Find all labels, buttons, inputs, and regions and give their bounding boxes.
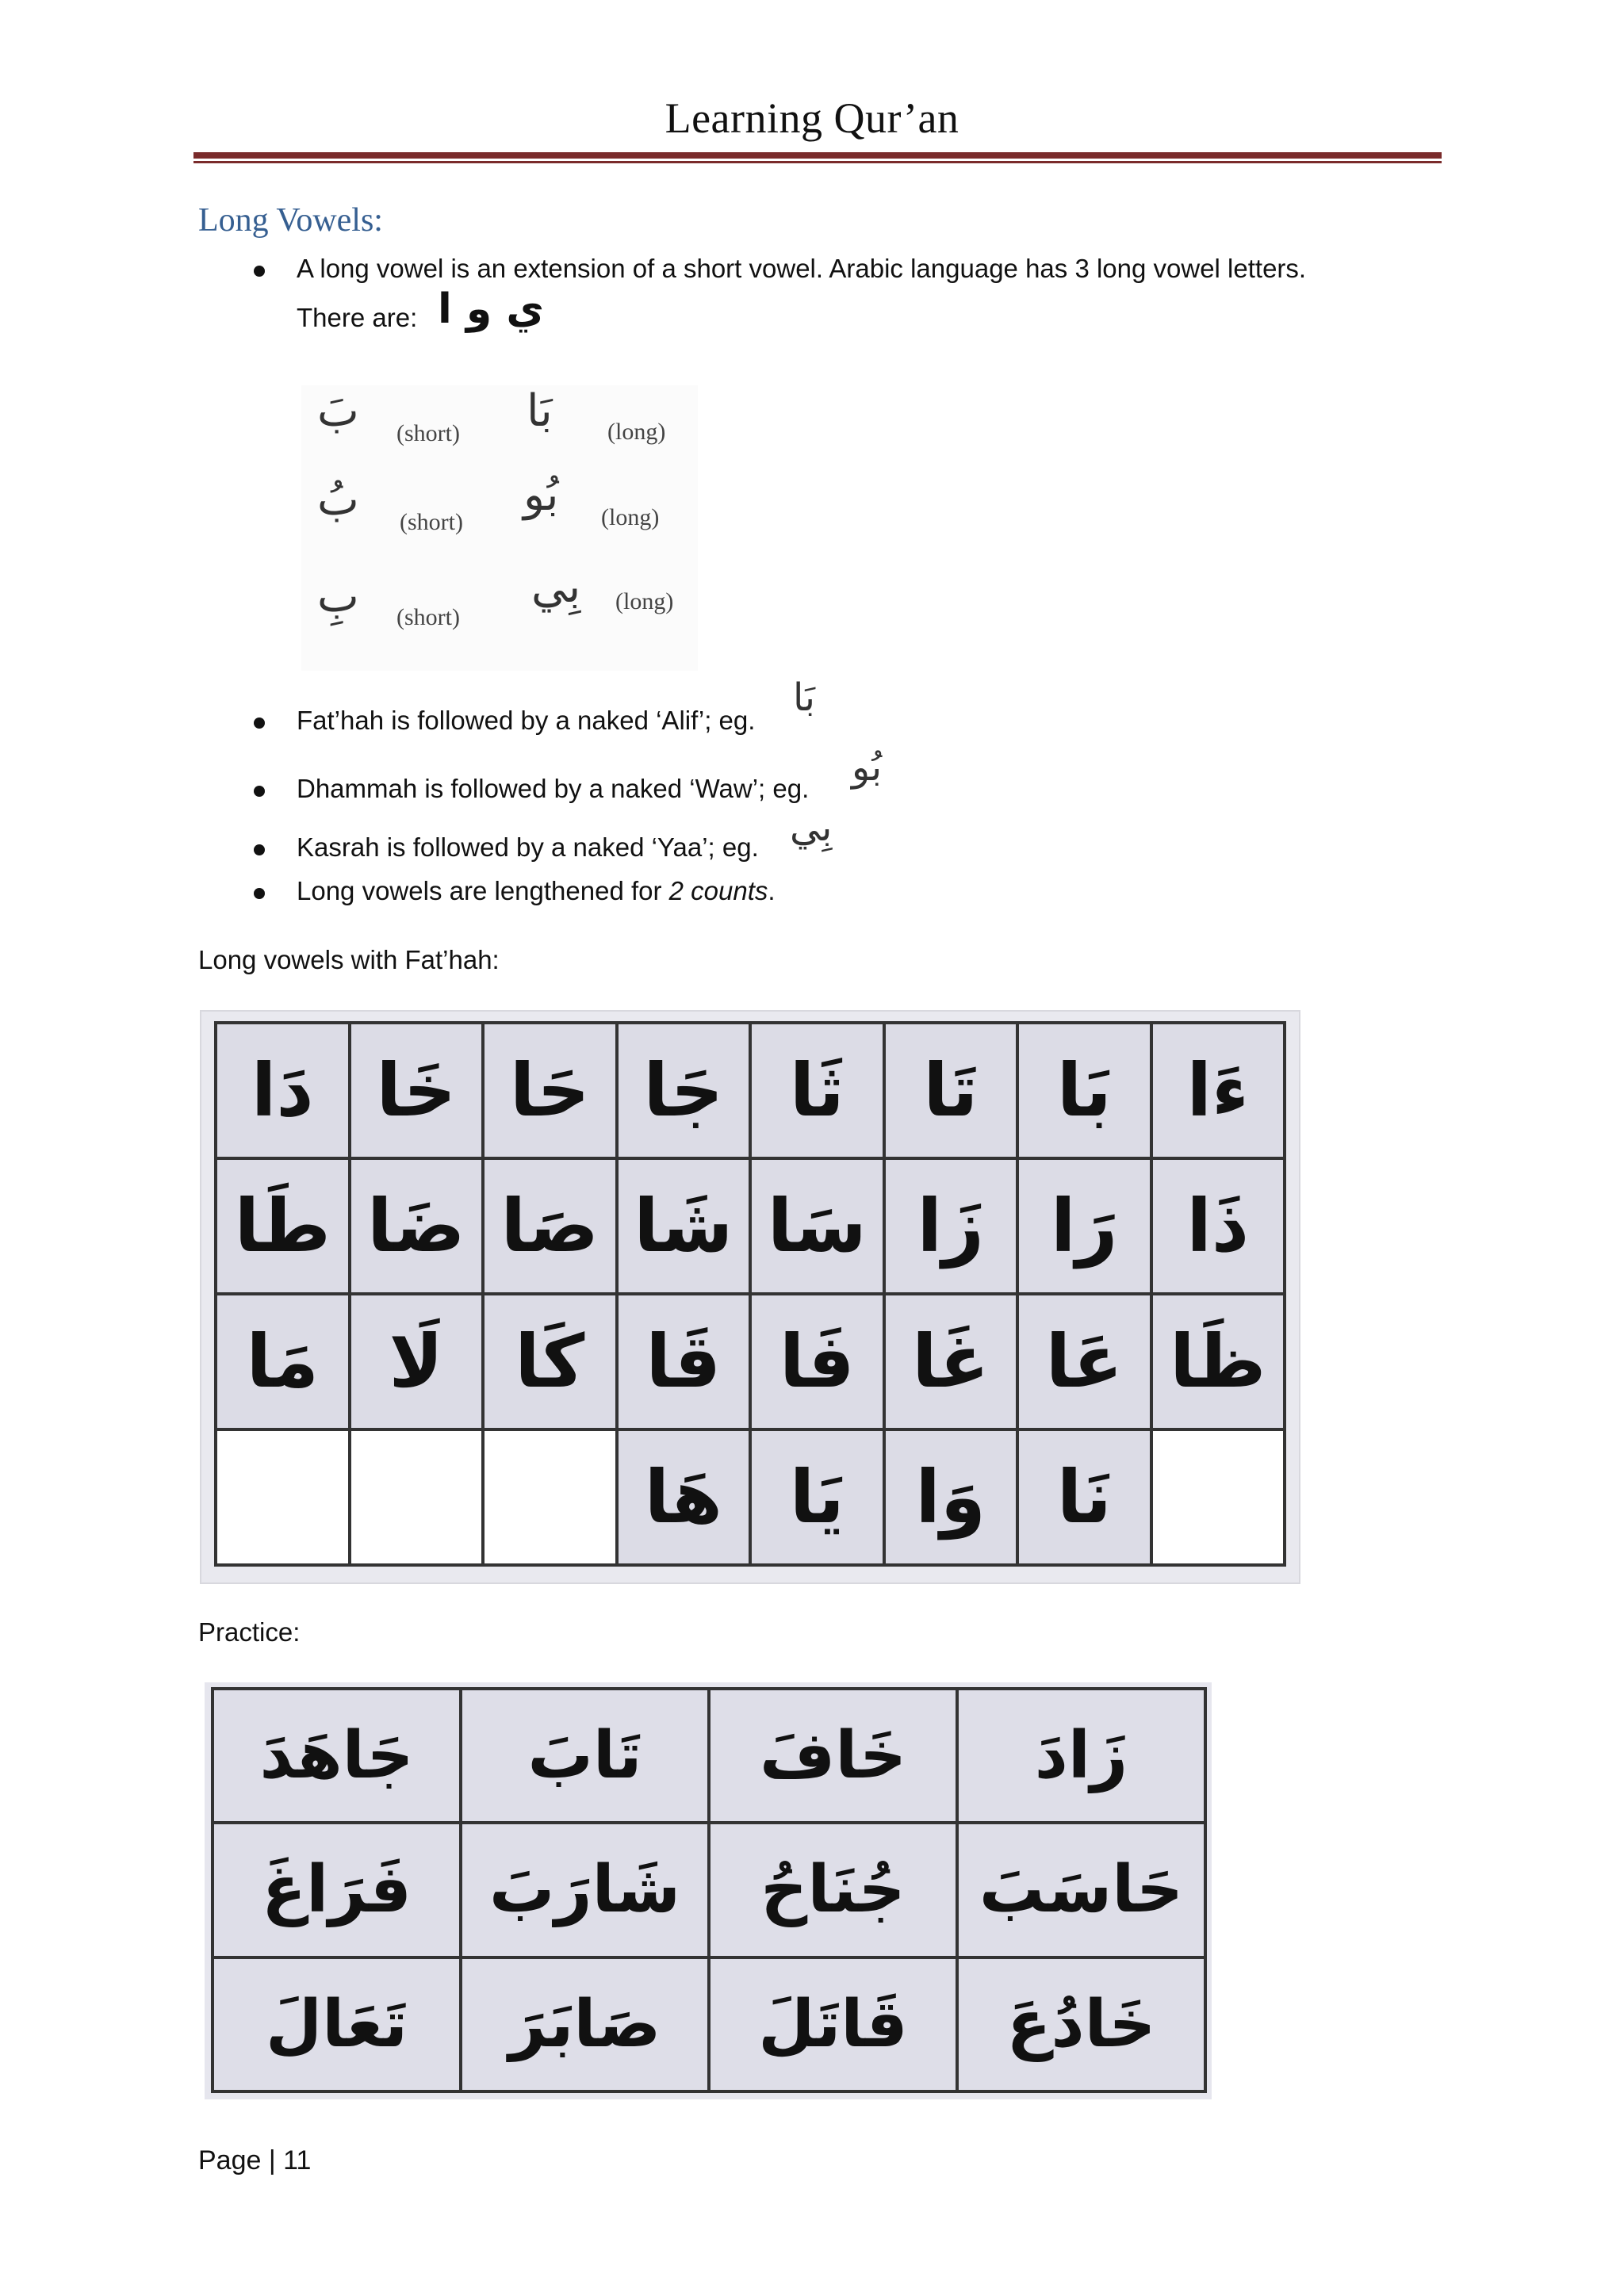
page-number: 11 [283,2145,312,2175]
practice-cell: زَادَ [959,1690,1207,1824]
fathah-cell: ذَا [1153,1160,1287,1295]
example-long-letter: بُو [523,469,559,521]
example-long-letter: بَا [527,385,553,437]
example-long-letter: بِي [531,561,581,613]
practice-cell: جُنَاحُ [710,1824,959,1958]
fathah-cell: يَا [752,1431,886,1567]
fathah-cell [217,1431,351,1567]
page-footer [198,2145,311,2176]
fathah-cell: تَا [886,1024,1020,1160]
fathah-cell: لَا [351,1295,485,1431]
vowel-example-figure [301,385,698,671]
fathah-cell: طَا [217,1160,351,1295]
bullet-5-period: . [768,876,776,905]
fathah-cell: عَا [1019,1295,1153,1431]
example-short-label: (short) [396,420,460,446]
example-short-letter: بِ [317,571,359,622]
practice-cell: حَاسَبَ [959,1824,1207,1958]
fathah-cell: ثَا [752,1024,886,1160]
fathah-cell: شَا [619,1160,753,1295]
practice-cell: قَاتَلَ [710,1959,959,2093]
fathah-cell: سَا [752,1160,886,1295]
practice-cell: فَرَاغَ [214,1824,462,1958]
example-short-label: (short) [396,604,460,630]
fathah-cell: هَا [619,1431,753,1567]
bullet-dot [254,844,265,855]
fathah-table-caption: Long vowels with Fat’hah: [198,945,500,974]
practice-table [211,1687,1207,2093]
practice-cell: خَافَ [710,1690,959,1824]
practice-cell: شَارَبَ [462,1824,710,1958]
example-short-letter: بَ [317,385,359,437]
bullet-dot [254,266,265,277]
example-long-label: (long) [615,588,674,614]
bullet-5-emphasis: 2 counts [668,876,768,905]
bullet-2-example: بَا [793,675,815,720]
bullet-5-text [297,876,776,906]
practice-cell: صَابَرَ [462,1959,710,2093]
example-long-label: (long) [601,504,660,530]
fathah-cell [1153,1431,1287,1567]
fathah-cell: غَا [886,1295,1020,1431]
fathah-cell: بَا [1019,1024,1153,1160]
bullet-4-example: بِي [790,806,833,850]
practice-cell: تَابَ [462,1690,710,1824]
bullet-1-line-1: A long vowel is an extension of a short vowel. Arabic language has 3 long vowel letters. [297,254,1307,283]
header-rule-thin [193,161,1442,163]
fathah-table [214,1021,1286,1567]
practice-cell: خَادُعَ [959,1959,1207,2093]
bullet-dot [254,888,265,899]
section-heading: Long Vowels: [198,202,383,239]
fathah-cell [351,1431,485,1567]
page-separator: | [268,2145,276,2175]
bullet-dot [254,786,265,797]
fathah-cell: جَا [619,1024,753,1160]
fathah-cell: ءَا [1153,1024,1287,1160]
fathah-cell: فَا [752,1295,886,1431]
example-short-letter: بُ [317,474,359,526]
fathah-cell: رَا [1019,1160,1153,1295]
bullet-5-text-main: Long vowels are lengthened for [297,876,669,905]
header-rule [193,152,1442,159]
practice-cell: جَاهَدَ [214,1690,462,1824]
fathah-cell: وَا [886,1431,1020,1567]
bullet-1-line-2: There are: [297,303,418,332]
bullet-3-example: بُو [852,745,883,790]
bullet-3-text: Dhammah is followed by a naked ‘Waw’; eg. [297,774,810,803]
fathah-cell: زَا [886,1160,1020,1295]
bullet-dot [254,718,265,729]
fathah-cell: نَا [1019,1431,1153,1567]
example-short-label: (short) [400,509,463,535]
bullet-4-text: Kasrah is followed by a naked ‘Yaa’; eg. [297,832,759,862]
fathah-cell: ضَا [351,1160,485,1295]
fathah-cell: حَا [485,1024,619,1160]
bullet-2-text: Fat’hah is followed by a naked ‘Alif’; eg. [297,706,756,735]
fathah-cell [485,1431,619,1567]
practice-cell: تَعَالَ [214,1959,462,2093]
long-vowel-letters: ي و ا [438,285,545,333]
fathah-cell: صَا [485,1160,619,1295]
fathah-cell: مَا [217,1295,351,1431]
fathah-cell: كَا [485,1295,619,1431]
fathah-cell: ظَا [1153,1295,1287,1431]
page-label: Page [198,2145,262,2175]
example-long-label: (long) [607,419,666,445]
fathah-cell: خَا [351,1024,485,1160]
fathah-cell: دَا [217,1024,351,1160]
header-title: Learning Qur’an [665,94,959,142]
practice-caption: Practice: [198,1617,301,1647]
fathah-cell: قَا [619,1295,753,1431]
